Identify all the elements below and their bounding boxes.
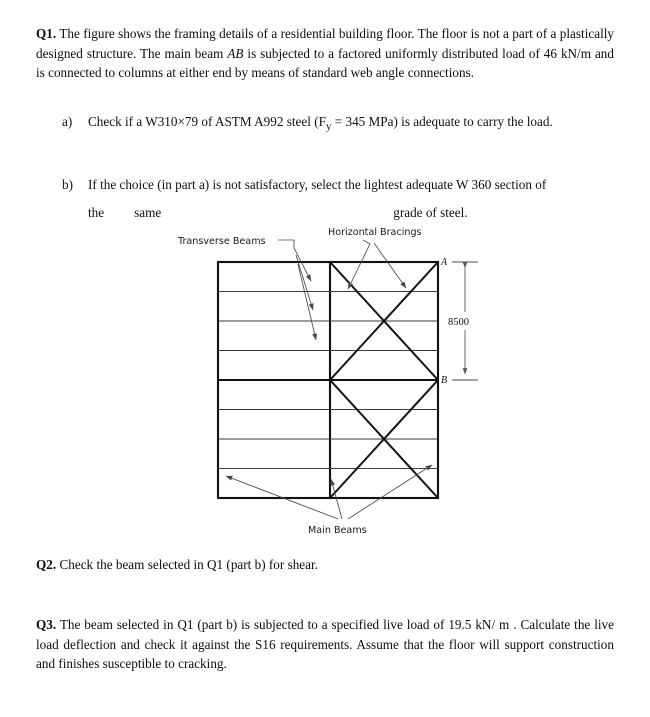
q1-text-before-ab: The figure shows the framing details of a residential building floor. The floor is not a part of a plastically designed structure. The main beam	[36, 26, 614, 61]
dimension-value-label: 8500	[448, 317, 469, 328]
item-a-body	[88, 108, 614, 141]
main-beams-label: Main Beams	[308, 525, 367, 536]
item-a-text-1: Check if a W310×79 of ASTM A992 steel (F	[88, 114, 326, 129]
transverse-beams-label: Transverse Beams	[178, 236, 266, 247]
item-b-line2-c: grade of steel.	[393, 205, 468, 220]
q1-beam-ab: AB	[227, 45, 244, 61]
horizontal-bracings-annotation	[328, 227, 422, 289]
point-b-label: B	[441, 375, 448, 386]
q3-label: Q3.	[36, 617, 57, 632]
q1-label: Q1.	[36, 26, 57, 41]
point-a-label: A	[441, 257, 448, 268]
question-1-item-a	[62, 108, 614, 141]
horizontal-bracings-label: Horizontal Bracings	[328, 227, 422, 238]
question-2-paragraph	[36, 555, 614, 575]
q2-text: Check the beam selected in Q1 (part b) for shear.	[56, 557, 318, 572]
q2-label: Q2.	[36, 557, 57, 572]
transverse-beams-annotation	[177, 236, 316, 340]
transverse-beam-lines	[218, 292, 438, 469]
item-b-line1: If the choice (in part a) is not satisfactory, select the lightest adequate W 360 section of	[88, 177, 547, 192]
item-a-subscript: y	[325, 120, 332, 133]
item-a-marker: a)	[62, 114, 73, 129]
item-b-body	[88, 171, 614, 227]
item-b-line2-b: same	[134, 205, 162, 220]
item-b-marker: b)	[62, 177, 73, 192]
question-1-item-b	[62, 171, 614, 227]
item-b-line2-a: the	[88, 205, 105, 220]
dimension-8500	[448, 262, 478, 380]
q1-text-after-ab: is subjected to a factored uniformly distributed load of 46 kN/m and is connected to columns at either end by means of standard web angle connections.	[36, 45, 614, 80]
question-1-paragraph	[36, 24, 614, 83]
framing-plan-figure	[0, 222, 650, 542]
point-labels	[440, 257, 448, 386]
q3-text: The beam selected in Q1 (part b) is subjected to a specified live load of 19.5 kN/ m . Calculate the live load deflection and check it against the S16 requirements. Assume that the floor will support construction and finishes susceptible to cracking.	[36, 617, 614, 671]
question-3-paragraph	[36, 615, 614, 674]
item-a-text-2: = 345 MPa) is adequate to carry the load.	[331, 114, 553, 129]
